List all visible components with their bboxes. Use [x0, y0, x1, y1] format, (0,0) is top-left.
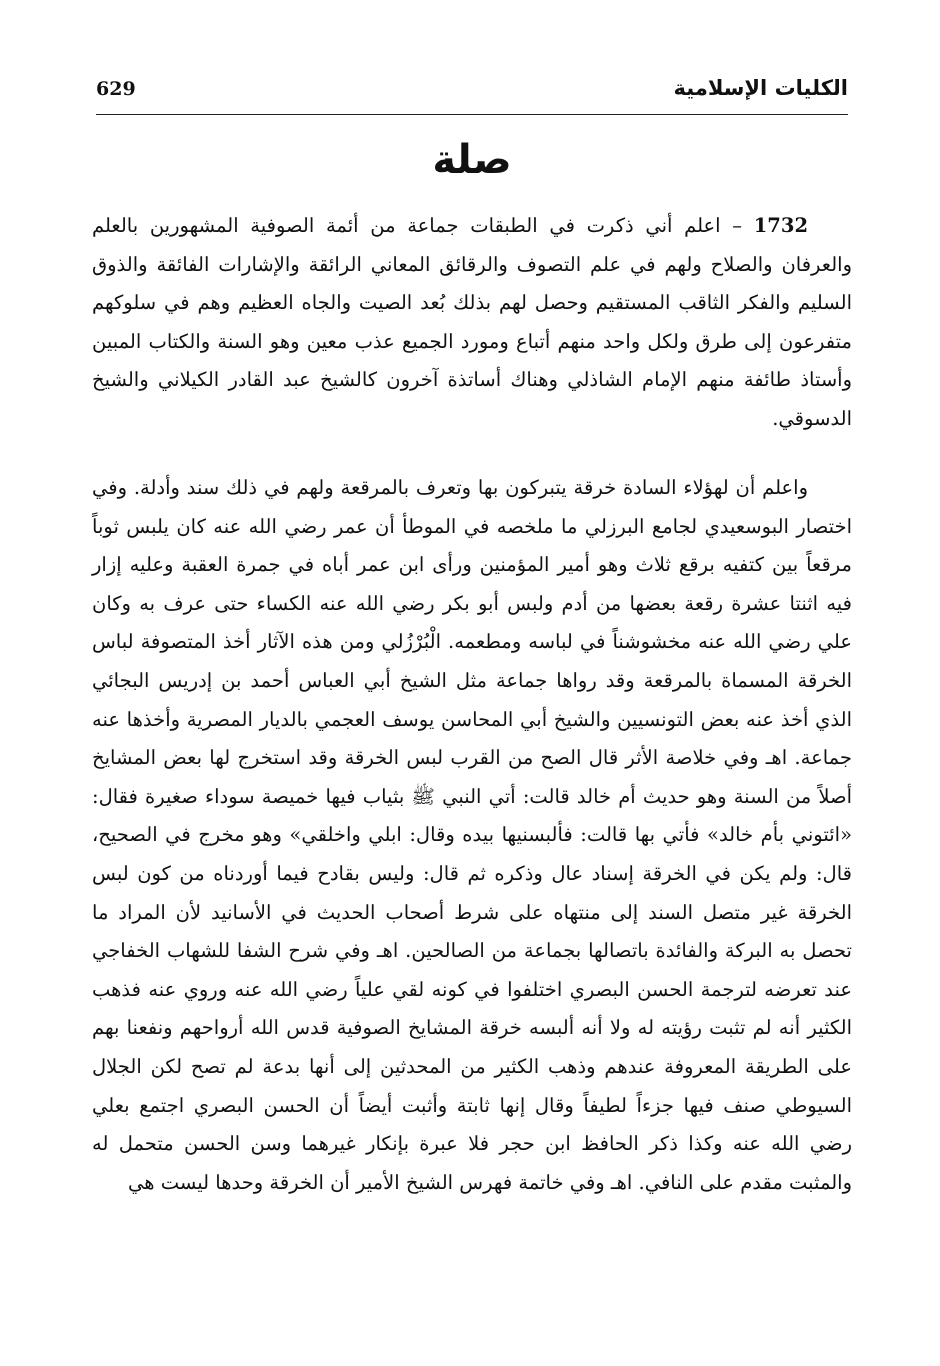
section-title: صلة: [432, 137, 512, 183]
paragraph-text: [92, 469, 852, 1202]
page-number: 629: [96, 78, 136, 100]
paragraph-khirqa: [92, 469, 852, 1202]
paragraph-number: 1732: [753, 214, 809, 237]
header-rule: [96, 114, 848, 115]
paragraph-text: [92, 207, 852, 439]
paragraph-1732: [92, 207, 852, 439]
paragraph-body: واعلم أن لهؤلاء السادة خرقة يتبركون بها وتعرف بالمرقعة ولهم في ذلك سند وأدلة. وفي اختصار البوسعيدي لجامع البرزلي ما ملخصه في الموطأ أن عمر رضي الله عنه كان يلبس ثوباً مرقعاً بين كتفيه برقع ثلاث وهو أمير المؤمنين ورأى ابن عمر أباه في جمرة العقبة وعليه إزار فيه اثنتا عشرة رقعة بعضها من أدم ولبس أبو بكر رضي الله عنه الكساء حتى عرف به وكان علي رضي الله عنه مخشوشناً في لباسه ومطعمه. الْبُرْزُلي ومن هذه الآثار أخذ المتصوفة لباس الخرقة المسماة بالمرقعة وقد رواها جماعة مثل الشيخ أبي العباس أحمد بن إدريس البجائي الذي أخذ عنه بعض التونسيين والشيخ أبي المحاسن يوسف العجمي بالديار المصرية وأخذها عنه جماعة. اهـ وفي خلاصة الأثر قال الصح من القرب لبس الخرقة وقد استخرج لها بعض المشايخ أصلاً من السنة وهو حديث أم خالد قالت: أتي النبي ﷺ بثياب فيها خميصة سوداء صغيرة فقال: «ائتوني بأم خالد» فأتي بها قالت: فألبسنيها بيده وقال: ابلي واخلقي» وهو مخرج في الصحيح، قال: ولم يكن في الخرقة إسناد عال وذكره ثم قال: وليس بقادح فيما أوردناه من كون لبس الخرقة غير متصل السند إلى منتهاه على شرط أصحاب الحديث في الأسانيد لأن المراد ما تحصل به البركة والفائدة باتصالها بجماعة من الصالحين. اهـ وفي شرح الشفا للشهاب الخفاجي عند تعرضه لترجمة الحسن البصري اختلفوا في كونه لقي علياً رضي الله عنه وروي عنه فذهب الكثير أنه لم تثبت رؤيته له ولا أنه ألبسه خرقة المشايخ الصوفية قدس الله أرواحهم ونفعنا بهم على الطريقة المعروفة عندهم وذهب الكثير من المحدثين إلى أنها بدعة لم تصح لكن الجلال السيوطي صنف فيها جزءاً لطيفاً وقال إنها ثابتة وأثبت أيضاً أن الحسن البصري اجتمع بعلي رضي الله عنه وكذا ذكر الحافظ ابن حجر فلا عبرة بإنكار غيرهما وسن الحسن متحمل له والمثبت مقدم على النافي. اهـ وفي خاتمة فهرس الشيخ الأمير أن الخرقة وحدها ليست هي: [92, 476, 852, 1194]
running-header: [96, 72, 848, 112]
running-title: الكليات الإسلامية: [673, 76, 848, 100]
paragraph-body: – اعلم أني ذكرت في الطبقات جماعة من أئمة الصوفية المشهورين بالعلم والعرفان والصلاح ولهم في علم التصوف والرقائق المعاني الرائقة والإشارات الفائقة والذوق السليم والفكر الثاقب المستقيم وحصل لهم بذلك بُعد الصيت والجاه العظيم وهم في سلوكهم متفرعون إلى طرق ولكل واحد منهم أتباع ومورد الجميع عذب معين وهو السنة والكتاب المبين وأستاذ طائفة منهم الإمام الشاذلي وهناك أساتذة آخرون كالشيخ عبد القادر الكيلاني والشيخ الدسوقي.: [92, 214, 852, 430]
